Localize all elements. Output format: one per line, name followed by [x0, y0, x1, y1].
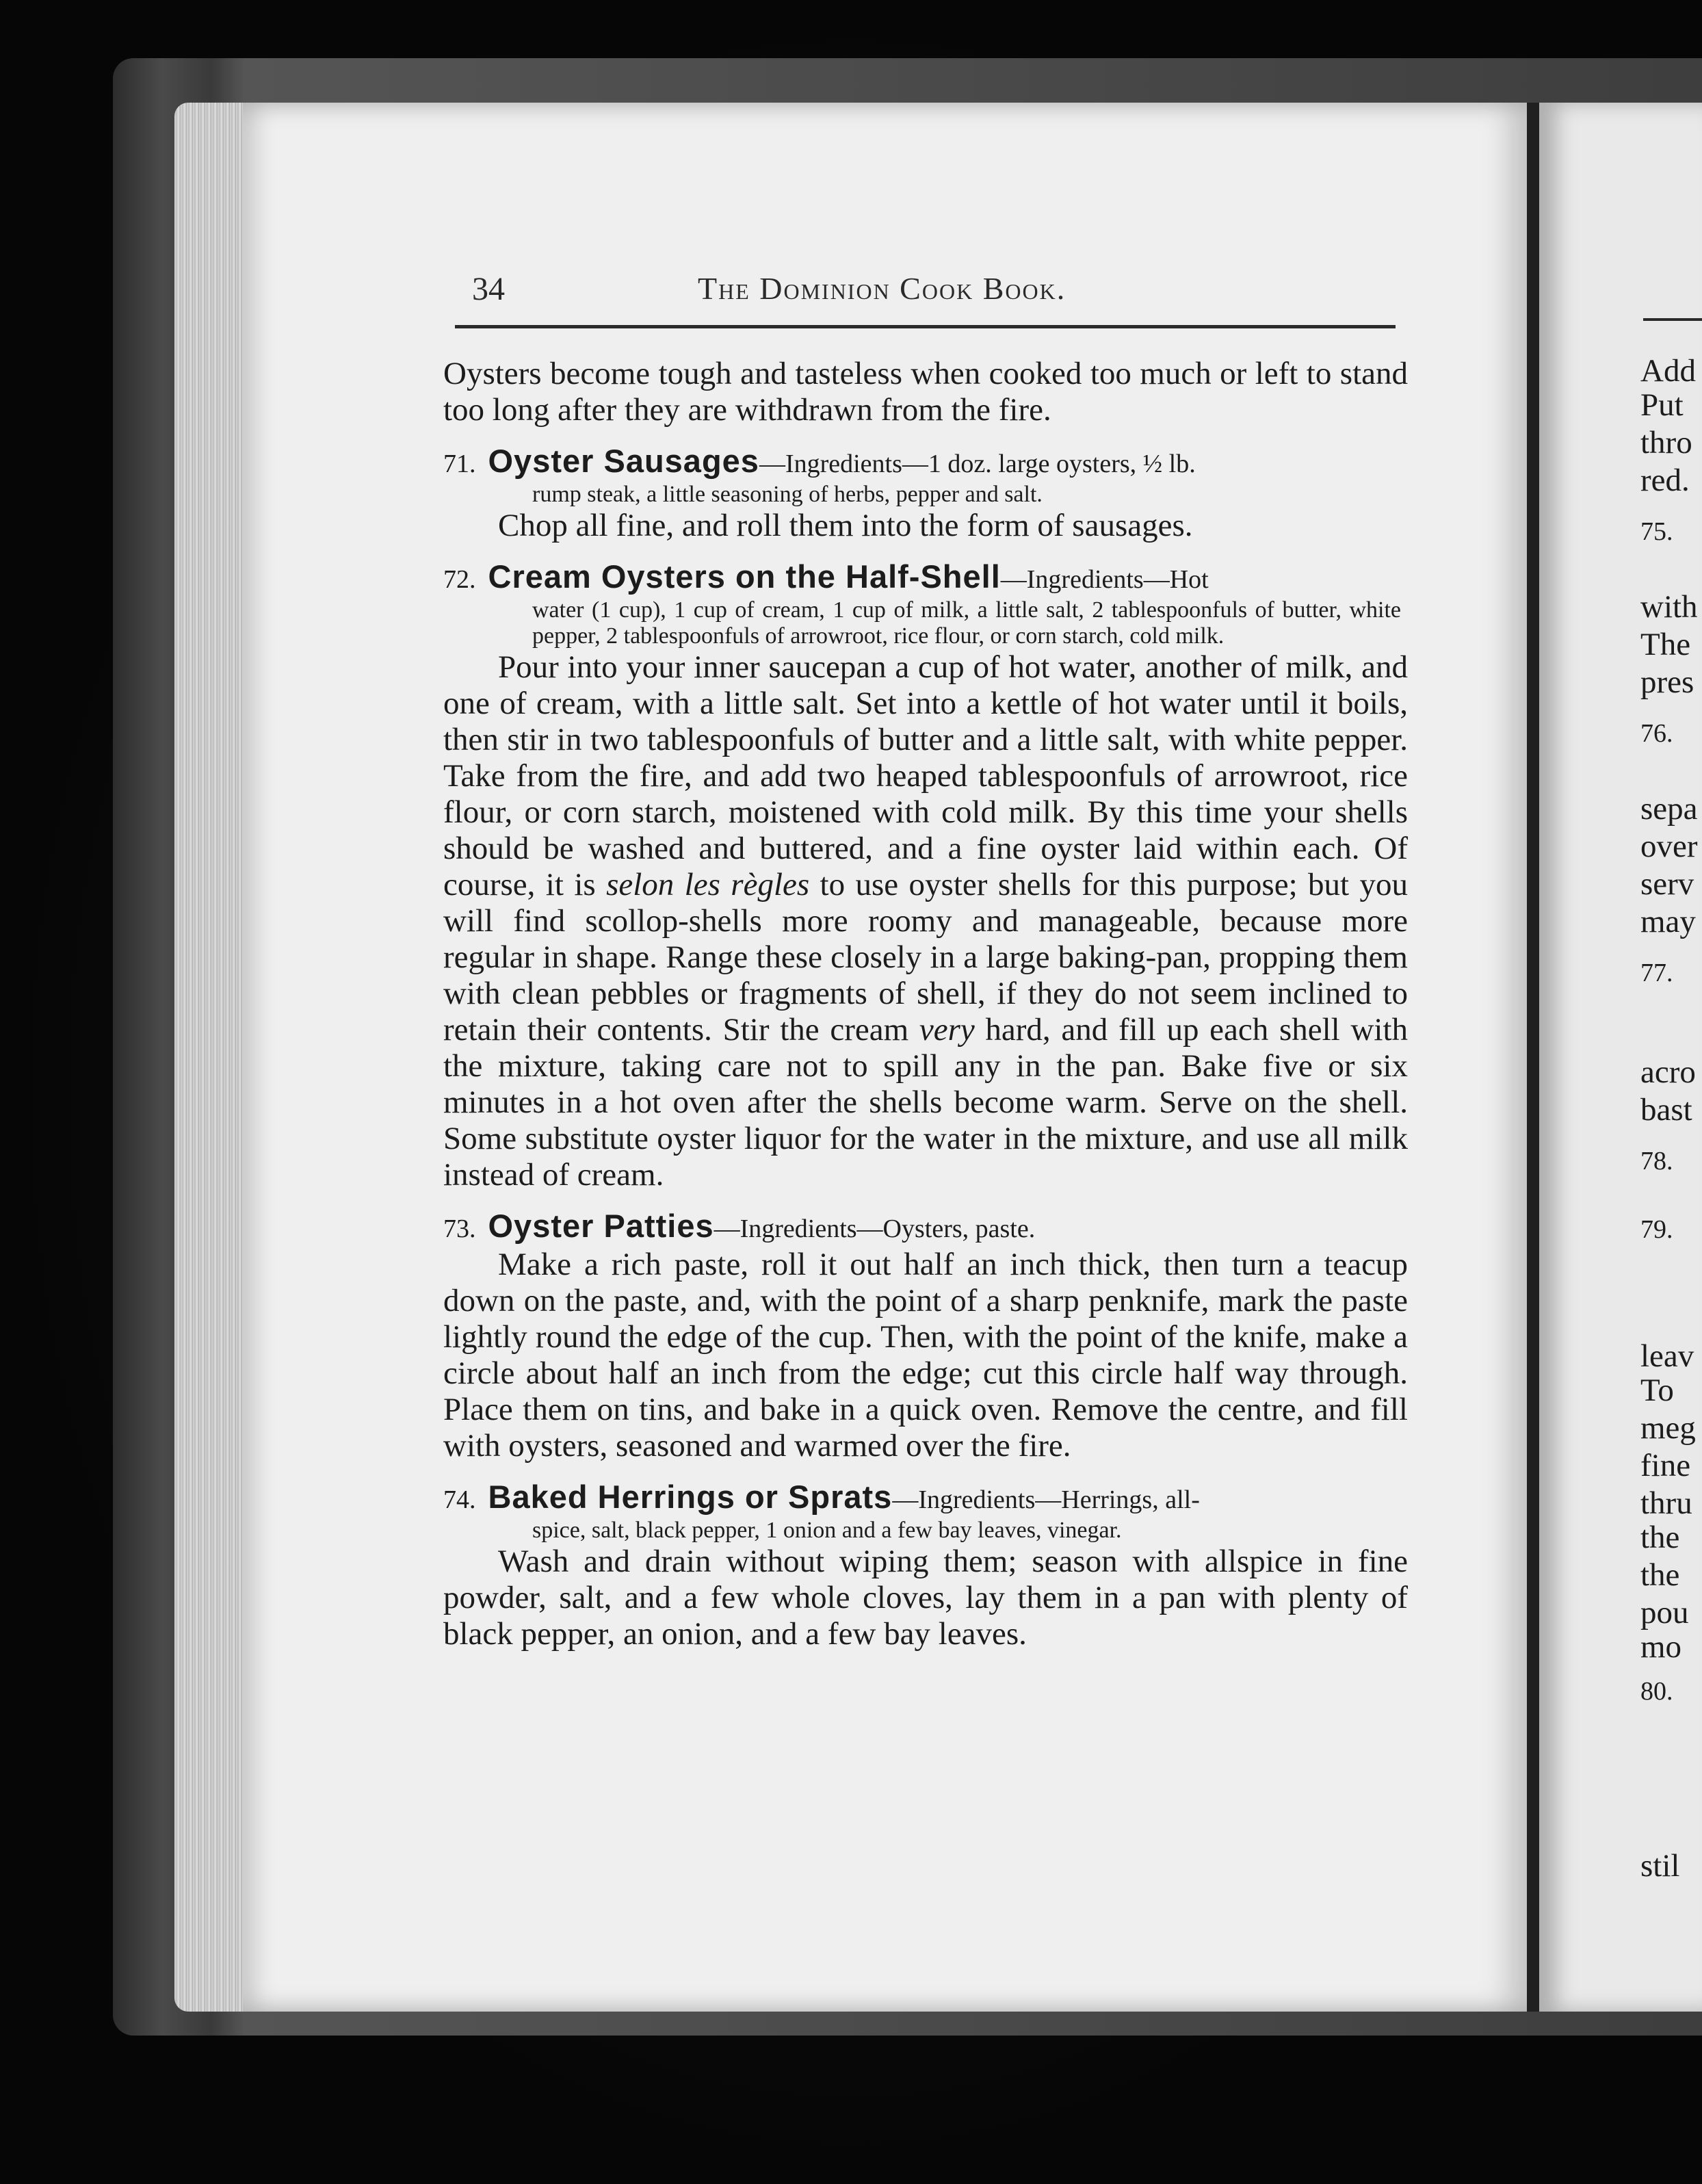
page-header	[455, 270, 1392, 325]
book-gutter	[1527, 103, 1539, 2012]
recipe-ingredients: —Ingredients—Herrings, all-	[892, 1485, 1200, 1514]
recipe-74	[443, 1479, 1408, 1652]
recipe-body	[443, 649, 1408, 1193]
recipe-body-text: Make a rich paste, roll it out half an inch thick, then turn a teacup down on the paste, and, with the point of a sharp penknife, mark the paste lightly round the edge of the cup. Then, with the point of the knife, make a circle about half an inch from the edge; cut this circle half way through. Place them on tins, and bake in a quick oven. Remove the centre, and fill with oysters, seasoned and warmed over the fire.	[443, 1247, 1408, 1464]
right-page-fragment: red.	[1640, 463, 1690, 498]
right-page-fragment: 77.	[1640, 959, 1673, 987]
recipe-71	[443, 443, 1408, 544]
recipe-73	[443, 1208, 1408, 1464]
recipe-body-text: Chop all fine, and roll them into the form of sausages.	[498, 508, 1193, 543]
page-body	[443, 356, 1408, 1667]
right-page-fragment: the	[1640, 1557, 1680, 1593]
recipe-title: Cream Oysters on the Half-Shell	[488, 558, 1001, 595]
recipe-ingredients: —Ingredients—1 doz. large oysters, ½ lb.	[759, 450, 1196, 478]
right-page-fragment: stil	[1640, 1848, 1680, 1884]
recipe-heading	[443, 1208, 1408, 1247]
recipe-body	[443, 1247, 1408, 1464]
recipe-number: 71.	[443, 450, 476, 478]
recipe-body	[443, 1544, 1408, 1652]
recipe-heading	[443, 443, 1408, 482]
recipe-body-text: Wash and drain without wiping them; season with allspice in fine powder, salt, and a few whole cloves, lay them in a pan with plenty of black pepper, an onion, and a few bay leaves.	[443, 1544, 1408, 1652]
right-page-fragment: with	[1640, 589, 1698, 625]
right-page-fragment: may	[1640, 904, 1696, 939]
right-page-fragment: bast	[1640, 1092, 1692, 1128]
right-page-fragment: pres	[1640, 664, 1694, 700]
recipe-ingredients: —Ingredients—Hot	[1000, 565, 1209, 594]
recipe-heading	[443, 1479, 1408, 1518]
right-page-fragment: leav	[1640, 1338, 1694, 1374]
right-page-fragment: 75.	[1640, 517, 1673, 546]
right-page-fragment: To	[1640, 1373, 1674, 1408]
right-page-fragment: The	[1640, 627, 1691, 662]
intro-paragraph: Oysters become tough and tasteless when cooked too much or left to stand too long after they are withdrawn from the fire.	[443, 356, 1408, 428]
running-title: The Dominion Cook Book.	[698, 271, 1066, 306]
right-page-fragment: 78.	[1640, 1147, 1673, 1175]
right-page-fragment: 76.	[1640, 719, 1673, 748]
recipe-title: Oyster Sausages	[488, 443, 759, 479]
right-page-fragment: thru	[1640, 1485, 1692, 1521]
recipe-72	[443, 559, 1408, 1193]
page-number: 34	[472, 271, 505, 307]
recipe-body-text: Pour into your inner saucepan a cup of hot water, another of milk, and one of cream, with a little salt. Set into a kettle of hot water until it boils, then stir in two tablespoonfuls of butter and a little salt, with white pepper. Take from the fire, and add two heaped tablespoonfuls of arrowroot, rice flour, or corn starch, moistened with cold milk. By this time your shells should be washed and buttered, and a fine oyster laid within each. Of course, it is	[443, 649, 1408, 902]
right-page-fragment: Add	[1640, 353, 1696, 389]
right-page-fragment: Put	[1640, 387, 1684, 423]
recipe-number: 72.	[443, 565, 476, 594]
recipe-body-text: hard, and fill up each shell with the mixture, taking care not to spill any in the pan. Bake five or six minutes in a hot oven after the shells become warm. Serve on the shell. Some substitute oyster liquor for the water in the mixture, and use all milk instead of cream.	[443, 1012, 1408, 1193]
recipe-number: 73.	[443, 1214, 476, 1243]
recipe-ingredients-continued: rump steak, a little seasoning of herbs, pepper and salt.	[532, 482, 1043, 507]
right-page-fragment: over	[1640, 829, 1698, 864]
right-page-fragment: the	[1640, 1520, 1680, 1555]
right-page-fragment: mo	[1640, 1629, 1682, 1665]
recipe-title: Baked Herrings or Sprats	[488, 1479, 893, 1515]
right-page-fragment: serv	[1640, 866, 1694, 902]
right-page-fragment: thro	[1640, 425, 1692, 460]
right-page-fragment: meg	[1640, 1410, 1696, 1446]
recipe-ingredients: —Ingredients—Oysters, paste.	[713, 1214, 1036, 1243]
recipe-heading	[443, 559, 1408, 597]
recipe-body-text: to use oyster shells for this purpose; but you will find scollop-shells more roomy and manageable, because more regular in shape. Range these closely in a large baking-pan, propping them with clean pebbles or fragments of shell, if they do not seem inclined to retain their contents. Stir the cream	[443, 867, 1408, 1048]
right-page-header-rule	[1643, 318, 1702, 321]
right-page-fragment: fine	[1640, 1448, 1691, 1483]
right-page-fragment: acro	[1640, 1054, 1696, 1090]
recipe-body	[443, 508, 1408, 544]
recipe-title: Oyster Patties	[488, 1208, 714, 1244]
recipe-ingredients-continued: spice, salt, black pepper, 1 onion and a few bay leaves, vinegar.	[532, 1518, 1122, 1543]
right-page-fragment: sepa	[1640, 791, 1698, 827]
header-rule	[455, 325, 1396, 328]
right-page-fragment: 79.	[1640, 1215, 1673, 1244]
recipe-body-italic: very	[919, 1012, 975, 1048]
right-page-fragment: 80.	[1640, 1677, 1673, 1706]
right-page-fragment: pou	[1640, 1595, 1689, 1630]
recipe-number: 74.	[443, 1485, 476, 1514]
recipe-body-italic: selon les règles	[606, 867, 810, 902]
recipe-ingredients-continued: water (1 cup), 1 cup of cream, 1 cup of milk, a little salt, 2 tablespoonfuls of butter, white pepper, 2 tablespoonfuls of arrowroot, rice flour, or corn starch, cold milk.	[532, 597, 1401, 649]
